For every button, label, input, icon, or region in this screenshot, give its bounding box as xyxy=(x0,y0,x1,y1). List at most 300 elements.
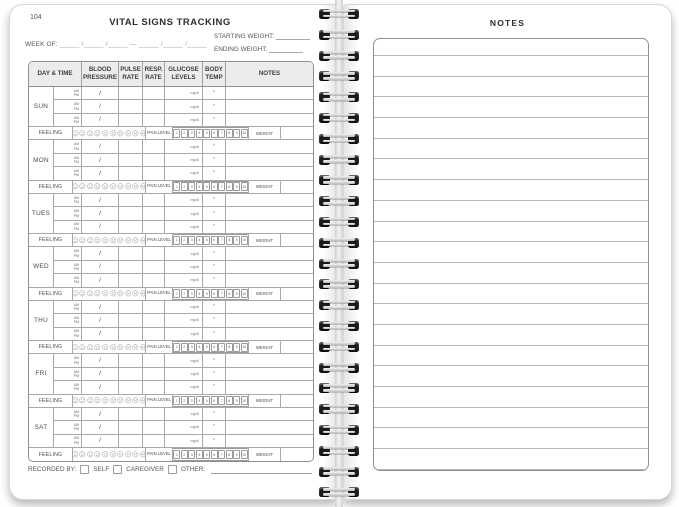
pain-level-box-1: 1 xyxy=(173,450,180,459)
resp-rate-cell xyxy=(143,421,165,434)
time-period-label: PM xyxy=(73,280,79,285)
time-period-label: PM xyxy=(73,266,79,271)
spiral-wire xyxy=(323,218,355,221)
weight-blank-cell xyxy=(281,395,313,408)
glucose-cell: mg/dl xyxy=(165,207,203,220)
spiral-wire xyxy=(323,114,355,117)
spiral-ring xyxy=(315,174,363,186)
feeling-face-slightly-happy-icon xyxy=(102,344,109,351)
note-line xyxy=(374,179,648,200)
day-group-mon xyxy=(29,140,313,193)
glucose-cell: mg/dl xyxy=(165,314,203,327)
pain-level-box-7: 7 xyxy=(218,289,225,298)
weight-label: WEIGHT xyxy=(249,234,281,247)
feeling-face-grinning-icon xyxy=(79,237,86,244)
resp-rate-cell xyxy=(143,301,165,314)
pain-level-boxes xyxy=(173,288,249,300)
resp-rate-cell xyxy=(143,274,165,287)
feeling-row xyxy=(29,288,313,301)
pulse-rate-cell xyxy=(119,274,143,287)
spiral-ring xyxy=(315,91,363,103)
time-period-label: AM xyxy=(73,275,79,280)
time-period-label: AM xyxy=(73,436,79,441)
pulse-rate-cell xyxy=(119,207,143,220)
spiral-wire xyxy=(323,259,355,262)
spiral-ring xyxy=(315,133,363,145)
time-period-label: PM xyxy=(73,253,79,258)
note-line xyxy=(374,200,648,221)
pain-level-box-10: 10 xyxy=(241,289,248,298)
pulse-rate-cell xyxy=(119,154,143,167)
feeling-face-happy-icon xyxy=(94,130,101,137)
day-cell-fri: FRI xyxy=(29,354,54,394)
day-cell-sat: SAT xyxy=(29,408,54,448)
spiral-ring xyxy=(315,403,363,415)
ampm-cell xyxy=(54,435,82,448)
starting-weight-blank xyxy=(276,33,310,40)
feeling-face-sad-icon xyxy=(125,290,132,297)
feeling-face-very-sad-icon xyxy=(132,397,139,404)
resp-rate-cell xyxy=(143,167,165,180)
feeling-face-slightly-happy-icon xyxy=(102,130,109,137)
notes-cell xyxy=(226,301,313,314)
spiral-wire xyxy=(323,327,355,330)
pain-level-box-7: 7 xyxy=(218,396,225,405)
time-period-label: AM xyxy=(73,249,79,254)
blood-pressure-cell: / xyxy=(82,167,119,180)
pain-level-box-5: 5 xyxy=(203,450,210,459)
spiral-ring xyxy=(315,299,363,311)
feeling-face-very-happy-icon xyxy=(87,344,94,351)
weight-label: WEIGHT xyxy=(249,341,281,354)
time-period-label: PM xyxy=(73,200,79,205)
ampm-cell xyxy=(54,301,82,314)
pain-level-box-3: 3 xyxy=(188,396,195,405)
time-period-label: AM xyxy=(73,369,79,374)
note-line xyxy=(374,55,648,76)
feeling-face-sad-icon xyxy=(125,183,132,190)
header-cell-blood-pressure: BLOOD PRESSURE xyxy=(82,62,119,86)
spiral-wire xyxy=(323,363,355,366)
day-group-sun xyxy=(29,87,313,140)
pain-level-scale xyxy=(173,288,249,301)
resp-rate-cell xyxy=(143,408,165,421)
pain-level-box-9: 9 xyxy=(233,450,240,459)
option-label-other: OTHER: xyxy=(180,466,206,473)
pain-level-box-4: 4 xyxy=(196,343,203,352)
feeling-face-slightly-happy-icon xyxy=(102,397,109,404)
feeling-faces xyxy=(73,234,146,247)
blood-pressure-cell: / xyxy=(82,261,119,274)
feeling-face-happy-icon xyxy=(94,237,101,244)
pain-level-boxes xyxy=(173,341,249,353)
time-period-label: PM xyxy=(73,213,79,218)
time-period-label: PM xyxy=(73,427,79,432)
resp-rate-cell xyxy=(143,221,165,234)
note-line xyxy=(374,241,648,262)
pain-level-box-3: 3 xyxy=(188,182,195,191)
feeling-face-very-happy-icon xyxy=(87,397,94,404)
pain-level-label: PAIN LEVEL xyxy=(146,288,173,301)
time-period-label: AM xyxy=(73,209,79,214)
day-group-sat xyxy=(29,408,313,461)
ampm-cell xyxy=(54,381,82,394)
notes-cell xyxy=(226,207,313,220)
spiral-wire xyxy=(323,467,355,470)
pain-level-label: PAIN LEVEL xyxy=(146,181,173,194)
pain-level-box-3: 3 xyxy=(188,236,195,245)
header-cell-resp-rate: RESP. RATE xyxy=(143,62,165,86)
time-period-label: AM xyxy=(73,169,79,174)
weight-blank-cell xyxy=(281,448,313,461)
spiral-wire xyxy=(323,72,355,75)
feeling-face-grinning-icon xyxy=(79,183,86,190)
feeling-label: FEELING xyxy=(29,288,73,301)
week-of-label: WEEK OF: xyxy=(25,41,58,48)
blood-pressure-cell: / xyxy=(82,100,119,113)
blood-pressure-cell: / xyxy=(82,221,119,234)
feeling-face-grinning-icon xyxy=(79,451,86,458)
day-cell-wed: WED xyxy=(29,247,54,287)
glucose-cell: mg/dl xyxy=(165,435,203,448)
weight-blank-cell xyxy=(281,288,313,301)
spiral-wire xyxy=(323,98,355,101)
resp-rate-cell xyxy=(143,354,165,367)
spiral-wire xyxy=(323,244,355,247)
time-period-label: PM xyxy=(73,93,79,98)
feeling-row xyxy=(29,395,313,408)
feeling-faces xyxy=(73,288,146,301)
week-of-blanks: _____ /_____ /_____ — _____ /_____ /_____ xyxy=(59,41,208,48)
page-number: 104 xyxy=(30,14,42,21)
spiral-wire xyxy=(323,202,355,205)
spiral-wire xyxy=(323,160,355,163)
note-line xyxy=(374,365,648,386)
body-temp-cell: ° xyxy=(203,274,226,287)
blood-pressure-cell: / xyxy=(82,408,119,421)
spiral-wire xyxy=(323,431,355,434)
glucose-cell: mg/dl xyxy=(165,261,203,274)
pain-level-box-6: 6 xyxy=(211,396,218,405)
body-temp-cell: ° xyxy=(203,247,226,260)
feeling-face-very-sad-icon xyxy=(132,290,139,297)
feeling-face-laughing-icon xyxy=(73,451,78,458)
pain-level-label: PAIN LEVEL xyxy=(146,234,173,247)
table-body xyxy=(29,87,313,461)
note-line xyxy=(374,76,648,97)
ampm-cell xyxy=(54,114,82,127)
notes-cell xyxy=(226,167,313,180)
body-temp-cell: ° xyxy=(203,87,226,100)
pain-level-box-8: 8 xyxy=(226,343,233,352)
pulse-rate-cell xyxy=(119,221,143,234)
pain-level-box-9: 9 xyxy=(233,182,240,191)
weight-blank-cell xyxy=(281,341,313,354)
checkbox-caregiver xyxy=(113,465,122,474)
pulse-rate-cell xyxy=(119,381,143,394)
pain-level-box-2: 2 xyxy=(181,450,188,459)
pain-level-box-2: 2 xyxy=(181,236,188,245)
spiral-ring xyxy=(315,382,363,394)
pain-level-box-6: 6 xyxy=(211,343,218,352)
pain-level-scale xyxy=(173,341,249,354)
feeling-face-neutral-icon xyxy=(110,183,117,190)
ampm-cell xyxy=(54,328,82,341)
spiral-ring xyxy=(315,258,363,270)
pain-level-box-7: 7 xyxy=(218,450,225,459)
day-group-wed xyxy=(29,247,313,300)
notes-cell xyxy=(226,154,313,167)
ampm-cell xyxy=(54,167,82,180)
time-period-label: AM xyxy=(73,102,79,107)
feeling-row xyxy=(29,448,313,461)
pain-level-box-8: 8 xyxy=(226,182,233,191)
pain-level-box-1: 1 xyxy=(173,236,180,245)
pain-level-box-2: 2 xyxy=(181,343,188,352)
pain-level-box-1: 1 xyxy=(173,129,180,138)
note-line xyxy=(374,324,648,345)
pain-level-box-5: 5 xyxy=(203,236,210,245)
pain-level-box-4: 4 xyxy=(196,450,203,459)
glucose-cell: mg/dl xyxy=(165,354,203,367)
spiral-wire xyxy=(323,452,355,455)
time-period-label: AM xyxy=(73,409,79,414)
feeling-faces xyxy=(73,341,146,354)
feeling-face-happy-icon xyxy=(94,397,101,404)
resp-rate-cell xyxy=(143,207,165,220)
glucose-cell: mg/dl xyxy=(165,368,203,381)
resp-rate-cell xyxy=(143,435,165,448)
pain-level-box-8: 8 xyxy=(226,450,233,459)
pulse-rate-cell xyxy=(119,114,143,127)
ampm-cell xyxy=(54,87,82,100)
feeling-face-happy-icon xyxy=(94,183,101,190)
feeling-face-happy-icon xyxy=(94,290,101,297)
pulse-rate-cell xyxy=(119,247,143,260)
pulse-rate-cell xyxy=(119,408,143,421)
feeling-face-slightly-sad-icon xyxy=(117,397,124,404)
feeling-faces xyxy=(73,127,146,140)
blood-pressure-cell: / xyxy=(82,114,119,127)
pulse-rate-cell xyxy=(119,368,143,381)
feeling-face-neutral-icon xyxy=(110,237,117,244)
pulse-rate-cell xyxy=(119,301,143,314)
ampm-cell xyxy=(54,247,82,260)
spiral-wire xyxy=(323,119,355,122)
spiral-ring xyxy=(315,486,363,498)
pain-level-box-10: 10 xyxy=(241,182,248,191)
day-group-fri xyxy=(29,354,313,407)
pain-level-box-9: 9 xyxy=(233,396,240,405)
blood-pressure-cell: / xyxy=(82,368,119,381)
spiral-wire xyxy=(323,36,355,39)
spiral-wire xyxy=(323,342,355,345)
spiral-wire xyxy=(323,405,355,408)
resp-rate-cell xyxy=(143,114,165,127)
pain-level-box-8: 8 xyxy=(226,129,233,138)
ampm-cell xyxy=(54,194,82,207)
pain-level-box-3: 3 xyxy=(188,450,195,459)
spiral-binding xyxy=(315,0,363,507)
feeling-face-happy-icon xyxy=(94,344,101,351)
other-blank-line xyxy=(211,466,312,474)
feeling-face-neutral-icon xyxy=(110,397,117,404)
spiral-ring xyxy=(315,195,363,207)
note-line xyxy=(374,303,648,324)
checkbox-self xyxy=(80,465,89,474)
pulse-rate-cell xyxy=(119,167,143,180)
weight-label: WEIGHT xyxy=(249,288,281,301)
notes-cell xyxy=(226,328,313,341)
feeling-face-sad-icon xyxy=(125,451,132,458)
pain-level-box-4: 4 xyxy=(196,289,203,298)
pain-level-box-5: 5 xyxy=(203,182,210,191)
notes-cell xyxy=(226,221,313,234)
body-temp-cell: ° xyxy=(203,368,226,381)
right-page xyxy=(343,4,672,500)
note-line xyxy=(374,283,648,304)
option-label-self: SELF xyxy=(93,466,110,473)
spiral-wire xyxy=(323,446,355,449)
ampm-cell xyxy=(54,274,82,287)
feeling-label: FEELING xyxy=(29,181,73,194)
feeling-label: FEELING xyxy=(29,341,73,354)
feeling-faces xyxy=(73,395,146,408)
feeling-face-laughing-icon xyxy=(73,183,78,190)
spiral-wire xyxy=(323,56,355,59)
feeling-label: FEELING xyxy=(29,234,73,247)
glucose-cell: mg/dl xyxy=(165,194,203,207)
notes-title: NOTES xyxy=(489,18,526,28)
time-period-label: PM xyxy=(73,307,79,312)
day-cell-thu: THU xyxy=(29,301,54,341)
pain-level-box-2: 2 xyxy=(181,289,188,298)
notes-box xyxy=(373,38,649,471)
ampm-cell xyxy=(54,154,82,167)
pain-level-box-9: 9 xyxy=(233,129,240,138)
header-cell-notes: NOTES xyxy=(258,70,281,78)
spiral-wire xyxy=(323,197,355,200)
time-period-label: PM xyxy=(73,173,79,178)
body-temp-cell: ° xyxy=(203,435,226,448)
glucose-cell: mg/dl xyxy=(165,87,203,100)
blood-pressure-cell: / xyxy=(82,381,119,394)
option-label-caregiver: CAREGIVER xyxy=(126,466,164,473)
spiral-ring xyxy=(315,362,363,374)
glucose-cell: mg/dl xyxy=(165,167,203,180)
spiral-ring xyxy=(315,424,363,436)
time-period-label: AM xyxy=(73,316,79,321)
left-page xyxy=(9,4,338,500)
glucose-cell: mg/dl xyxy=(165,421,203,434)
feeling-faces xyxy=(73,181,146,194)
pain-level-label: PAIN LEVEL xyxy=(146,127,173,140)
body-temp-cell: ° xyxy=(203,221,226,234)
spiral-wire xyxy=(323,348,355,351)
header-cell-pulse-rate: PULSE RATE xyxy=(119,62,143,86)
body-temp-cell: ° xyxy=(203,167,226,180)
pain-level-box-5: 5 xyxy=(203,343,210,352)
ampm-cell xyxy=(54,261,82,274)
ampm-cell xyxy=(54,314,82,327)
pain-level-box-7: 7 xyxy=(218,236,225,245)
pain-level-box-10: 10 xyxy=(241,396,248,405)
spiral-wire xyxy=(323,426,355,429)
glucose-cell: mg/dl xyxy=(165,140,203,153)
pain-level-box-1: 1 xyxy=(173,289,180,298)
table-header-row xyxy=(29,62,313,87)
glucose-cell: mg/dl xyxy=(165,301,203,314)
glucose-cell: mg/dl xyxy=(165,274,203,287)
ampm-cell xyxy=(54,354,82,367)
time-period-label: AM xyxy=(73,356,79,361)
pain-level-box-9: 9 xyxy=(233,343,240,352)
spiral-wire xyxy=(323,488,355,491)
pain-level-box-1: 1 xyxy=(173,396,180,405)
resp-rate-cell xyxy=(143,140,165,153)
pain-level-box-2: 2 xyxy=(181,182,188,191)
header-cell-body-temp: BODY TEMP xyxy=(203,62,226,86)
day-cell-mon: MON xyxy=(29,140,54,180)
feeling-face-slightly-happy-icon xyxy=(102,183,109,190)
spiral-wire xyxy=(323,264,355,267)
time-period-label: AM xyxy=(73,329,79,334)
time-period-label: AM xyxy=(73,142,79,147)
pain-level-box-4: 4 xyxy=(196,182,203,191)
pain-level-box-7: 7 xyxy=(218,343,225,352)
glucose-cell: mg/dl xyxy=(165,154,203,167)
time-period-label: PM xyxy=(73,414,79,418)
glucose-cell: mg/dl xyxy=(165,114,203,127)
blood-pressure-cell: / xyxy=(82,274,119,287)
pain-level-box-2: 2 xyxy=(181,396,188,405)
ending-weight-label: ENDING WEIGHT: xyxy=(214,46,268,53)
pain-level-box-10: 10 xyxy=(241,129,248,138)
ending-weight-blank xyxy=(269,46,303,53)
note-line xyxy=(374,469,648,471)
spiral-ring xyxy=(315,278,363,290)
pain-level-label: PAIN LEVEL xyxy=(146,448,173,461)
blood-pressure-cell: / xyxy=(82,140,119,153)
pain-level-box-4: 4 xyxy=(196,129,203,138)
blood-pressure-cell: / xyxy=(82,328,119,341)
spiral-wire xyxy=(323,51,355,54)
notes-cell xyxy=(226,435,313,448)
time-period-label: AM xyxy=(73,422,79,427)
blood-pressure-cell: / xyxy=(82,194,119,207)
note-line xyxy=(374,96,648,117)
pain-level-scale xyxy=(173,127,249,140)
resp-rate-cell xyxy=(143,314,165,327)
pain-level-label: PAIN LEVEL xyxy=(146,341,173,354)
feeling-face-neutral-icon xyxy=(110,290,117,297)
recorded-by-row xyxy=(28,465,312,474)
notes-cell xyxy=(226,114,313,127)
spiral-wire xyxy=(323,322,355,325)
time-period-label: PM xyxy=(73,119,79,124)
ending-weight-field xyxy=(214,46,310,53)
body-temp-cell: ° xyxy=(203,100,226,113)
spiral-ring xyxy=(315,112,363,124)
resp-rate-cell xyxy=(143,100,165,113)
vital-signs-table xyxy=(28,61,314,462)
pain-level-label: PAIN LEVEL xyxy=(146,395,173,408)
note-line xyxy=(374,448,648,469)
pain-level-box-4: 4 xyxy=(196,396,203,405)
note-line xyxy=(374,345,648,366)
body-temp-cell: ° xyxy=(203,207,226,220)
pain-level-box-2: 2 xyxy=(181,129,188,138)
